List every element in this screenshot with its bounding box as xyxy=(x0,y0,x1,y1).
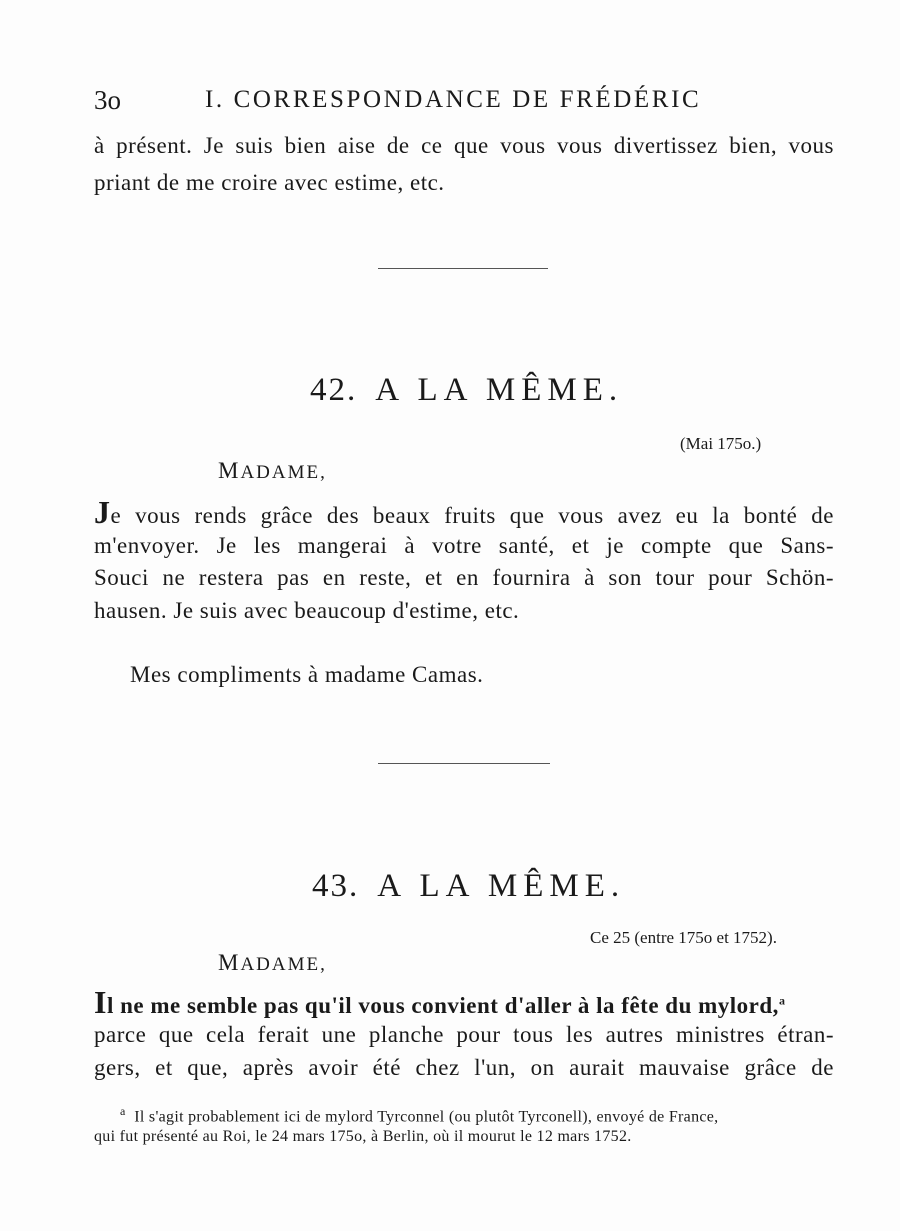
initial-letter: I xyxy=(94,984,107,1020)
letter-number: 43. xyxy=(312,868,360,904)
salutation: MADAME, xyxy=(218,950,327,975)
body-line: Souci ne restera pas en reste, et en fournira à son tour pour Schön- xyxy=(94,565,834,590)
body-line: gers, et que, après avoir été chez l'un, on aurait mauvaise grâce de xyxy=(94,1055,834,1080)
body-line: Il ne me semble pas qu'il vous convient d'aller à la fête du mylord,$^a$ xyxy=(94,984,786,1020)
footnote-marker: a xyxy=(778,993,786,1008)
letter-title: A LA MÊME. xyxy=(375,372,624,408)
letter-number: 42. xyxy=(310,372,358,408)
salutation: MADAME, xyxy=(218,458,327,483)
letter-heading-42 xyxy=(310,372,623,409)
body-line: à présent. Je suis bien aise de ce que vous vous divertissez bien, vous xyxy=(94,133,834,158)
body-line: hausen. Je suis avec beaucoup d'estime, etc. xyxy=(94,598,520,623)
section-divider xyxy=(378,268,548,269)
body-line: parce que cela ferait une planche pour tous les autres ministres étran- xyxy=(94,1022,834,1047)
postscript: Mes compliments à madame Camas. xyxy=(130,662,484,687)
letter-date: (Mai 175o.) xyxy=(680,434,762,453)
initial-letter: J xyxy=(94,494,111,530)
running-title: I. CORRESPONDANCE DE FRÉDÉRIC xyxy=(205,86,702,113)
body-line: m'envoyer. Je les mangerai à votre santé, et je compte que Sans- xyxy=(94,533,834,558)
footnote-line: $^a$ Il s'agit probablement ici de mylord Tyrconnel (ou plutôt Tyrconell), envoyé de France, xyxy=(120,1104,719,1126)
page-number: 3o xyxy=(94,85,121,115)
letter-date: Ce 25 (entre 175o et 1752). xyxy=(590,928,777,947)
body-line: priant de me croire avec estime, etc. xyxy=(94,170,445,195)
footnote-line: qui fut présenté au Roi, le 24 mars 175o, à Berlin, où il mourut le 12 mars 1752. xyxy=(94,1128,632,1145)
letter-title: A LA MÊME. xyxy=(377,868,626,904)
body-line: Je vous rends grâce des beaux fruits que vous avez eu la bonté de xyxy=(94,494,834,530)
letter-heading-43 xyxy=(312,868,625,905)
section-divider xyxy=(378,763,550,764)
footnote-marker: a xyxy=(120,1104,126,1118)
